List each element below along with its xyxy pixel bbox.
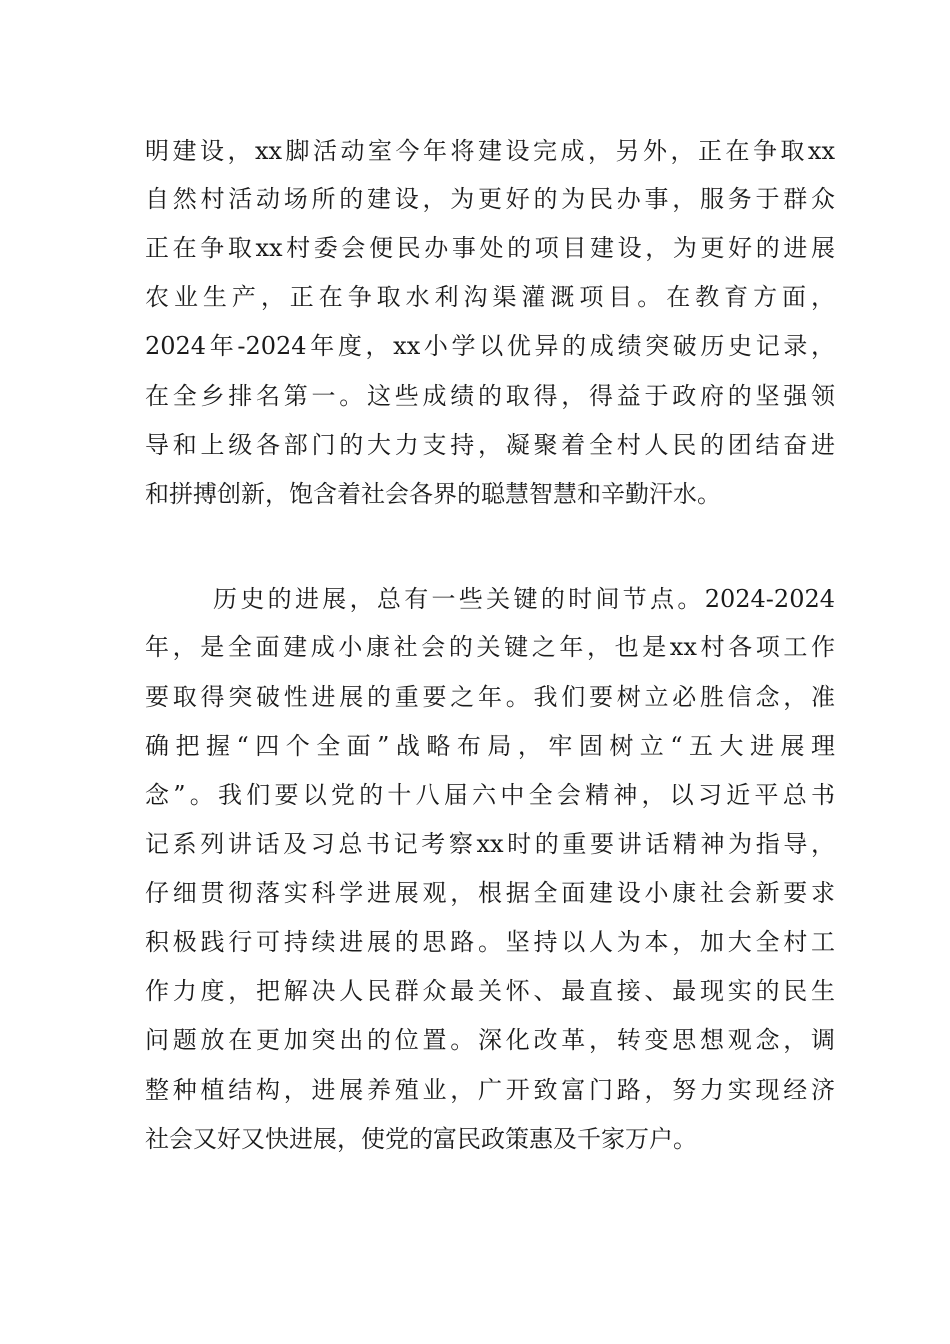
- paragraph-2-line-12: 社会又好又快进展，使党的富民政策惠及千家万户。: [145, 1125, 697, 1153]
- paragraph-2-line-9: 作力度，把解决人民群众最关怀、最直接、最现实的民生: [145, 977, 835, 1005]
- paragraph-2-line-2: 年，是全面建成小康社会的关键之年，也是xx村各项工作: [145, 633, 835, 661]
- paragraph-2-line-7: 仔细贯彻落实科学进展观，根据全面建设小康社会新要求: [145, 879, 835, 907]
- paragraph-2-line-3: 要取得突破性进展的重要之年。我们要树立必胜信念，准: [145, 683, 835, 711]
- paragraph-1-line-1: 明建设，xx脚活动室今年将建设完成，另外，正在争取xx: [145, 137, 835, 165]
- paragraph-1-line-8: 和拼搏创新，饱含着社会各界的聪慧智慧和辛勤汗水。: [145, 480, 721, 508]
- paragraph-2-line-4: 确把握“四个全面”战略布局，牢固树立“五大进展理: [145, 732, 835, 760]
- paragraph-1-line-6: 在全乡排名第一。这些成绩的取得，得益于政府的坚强领: [145, 382, 835, 410]
- paragraph-2-line-8: 积极践行可持续进展的思路。坚持以人为本，加大全村工: [145, 928, 835, 956]
- paragraph-2-line-6: 记系列讲话及习总书记考察xx时的重要讲话精神为指导，: [145, 830, 835, 858]
- paragraph-1-line-3: 正在争取xx村委会便民办事处的项目建设，为更好的进展: [145, 234, 835, 262]
- paragraph-2-line-11: 整种植结构，进展养殖业，广开致富门路，努力实现经济: [145, 1076, 835, 1104]
- paragraph-2-line-5: 念”。我们要以党的十八届六中全会精神，以习近平总书: [145, 781, 835, 809]
- paragraph-1-line-4: 农业生产，正在争取水利沟渠灌溉项目。在教育方面，: [145, 283, 835, 311]
- paragraph-2-line-10: 问题放在更加突出的位置。深化改革，转变思想观念，调: [145, 1026, 835, 1054]
- paragraph-2-line-1: 历史的进展，总有一些关键的时间节点。2024-2024: [213, 585, 835, 613]
- paragraph-1-line-2: 自然村活动场所的建设，为更好的为民办事，服务于群众: [145, 185, 835, 213]
- paragraph-1-line-5: 2024年-2024年度，xx小学以优异的成绩突破历史记录，: [145, 332, 835, 360]
- paragraph-1-line-7: 导和上级各部门的大力支持，凝聚着全村人民的团结奋进: [145, 431, 835, 459]
